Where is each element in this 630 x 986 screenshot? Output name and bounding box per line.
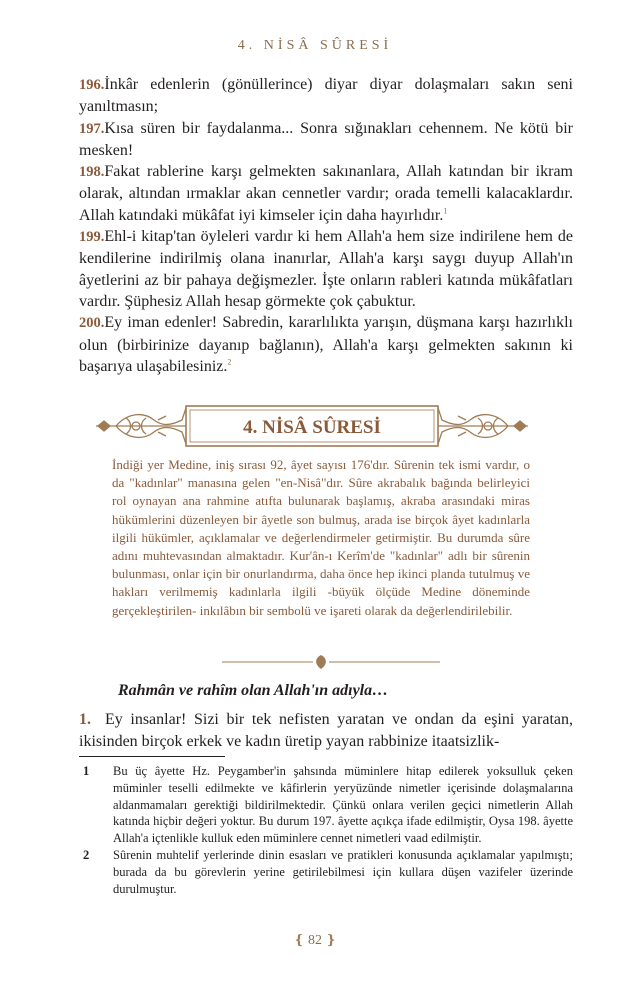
right-bracket-ornament-icon: ❵ xyxy=(325,932,337,947)
footnotes xyxy=(79,763,573,897)
verse-number: 198. xyxy=(79,164,105,181)
verse-196 xyxy=(79,74,573,118)
verse-text: Kısa süren bir faydalanma... Sonra sığınakları cehennem. Ne kötü bir mesken! xyxy=(79,119,573,159)
surah-title: 4. NİSÂ SÛRESİ xyxy=(243,417,381,438)
verse-number: 197. xyxy=(79,120,105,137)
verse-200 xyxy=(79,312,573,377)
verse-number: 200. xyxy=(79,315,105,332)
verse-text: Fakat rablerine karşı gelmekten sakınanlara, Allah katından bir ikram olarak, altından ırmaklar akan cennetler vardır; orada temelli kalacaklardır. Allah katındaki mükâfat iyi kimseler için daha hayırlıdır. xyxy=(79,163,573,224)
footnote-text: Bu üç âyette Hz. Peygamber'in şahsında müminlere hitap edilerek yoksulluk çeken müminler teselli edilmekte ve kâfirlerin yeryüzünde nimetler içerisinde dolaşmalarına aldanmamaları gerektiği bildirilmektedir. Çünkü onlara verilen geçici nimetlerin Allah katında hiçbir değeri yoktur. Bu durum 197. âyette açıkça ifade edilmiştir, Oysa 198. âyette Allah'a içtenlikle kulluk eden müminlere cennet nimetleri vaad edilmiştir. xyxy=(113,764,573,846)
verse-197 xyxy=(79,118,573,162)
left-bracket-ornament-icon: ❴ xyxy=(293,932,305,947)
footnote-ref[interactable]: 1 xyxy=(443,206,448,216)
footnote-text: Sûrenin muhtelif yerlerinde dinin esasları ve pratikleri konusunda açıklamalar yapılmıştı; burada da bu görevlerin yerine getirilebilmesi için kullara düşen vazifeler üzerinde durulmuştur. xyxy=(113,847,573,896)
verse-text: İnkâr edenlerin (gönüllerince) diyar diyar dolaşmaları sakın seni yanıltmasın; xyxy=(79,76,573,116)
basmala: Rahmân ve rahîm olan Allah'ın adıyla… xyxy=(118,682,389,699)
footnote-number: 2 xyxy=(83,847,90,862)
verses-block xyxy=(79,74,573,377)
verse-198 xyxy=(79,161,573,226)
running-header: 4. NİSÂ SÛRESİ xyxy=(237,38,393,53)
verse-text: Ehl-i kitap'tan öyleleri vardır ki hem Allah'a hem size indirilene hem de kendilerine indirilmiş olana inanırlar, Allah'a karşı saygı duyup Allah'ın âyetlerini az bir pahaya değişmezler. İşte onların rableri katında mükâfatları vardır. Şüphesiz Allah hesap görmekte çok çabuktur. xyxy=(79,228,573,310)
verse-number: 196. xyxy=(79,77,105,93)
section-divider xyxy=(0,654,630,670)
footnote xyxy=(79,763,573,847)
footnote-rule xyxy=(79,756,225,757)
verse-text: Ey iman edenler! Sabredin, kararlılıkta yarışın, düşmana karşı hazırlıklı olun (birbirinize dayanıp bağlanın), Allah'a karşı gelmekten sakının ki başarıya ulaşabilesiniz. xyxy=(79,314,573,375)
verse-number: 1. xyxy=(79,711,91,728)
page-number-value: 82 xyxy=(308,933,322,948)
verse-number: 199. xyxy=(79,229,105,246)
footnote xyxy=(79,847,573,897)
page-number xyxy=(0,932,630,949)
leaf-ornament-icon xyxy=(316,655,326,669)
verse-199 xyxy=(79,226,573,312)
footnote-ref[interactable]: 2 xyxy=(227,357,232,367)
surah-introduction: İndiği yer Medine, iniş sırası 92, âyet sayısı 176'dır. Sûrenin tek ismi vardır, o da "kadınlar" manasına gelen "en-Nisâ"dır. Sûre akrabalık bağında belirleyici rol oynayan ana rahmine atıfta bulunarak başlamış, akraba arasındaki miras hükümlerini düzenleyen bir âyetle son bulmuş, arada ise birçok âyet kadınlarla ilgili hükümler, açıklamalar ve değerlendirmeler getirmiştir. Bu durumda sûre adını muhtevasından almaktadır. Kur'ân-ı Kerîm'de "kadınlar" adlı bir sûrenin bulunması, onlar için bir onurlandırma, daha önce hep ikinci planda tutulmuş ve hakları verilmemiş kadınlarla ilgili -büyük ölçüde Medine döneminde gerçekleştirilen- inkılâbın bir sembolü ve işareti olarak da değerlendirilebilir. xyxy=(112,457,530,618)
verse-text: Ey insanlar! Sizi bir tek nefisten yaratan ve ondan da eşini yaratan, ikisinden birçok erkek ve kadın üretip yayan rabbinize itaatsizlik- xyxy=(79,711,573,750)
surah-title-banner xyxy=(96,402,528,450)
verse-1 xyxy=(79,709,573,753)
footnote-number: 1 xyxy=(83,764,90,778)
